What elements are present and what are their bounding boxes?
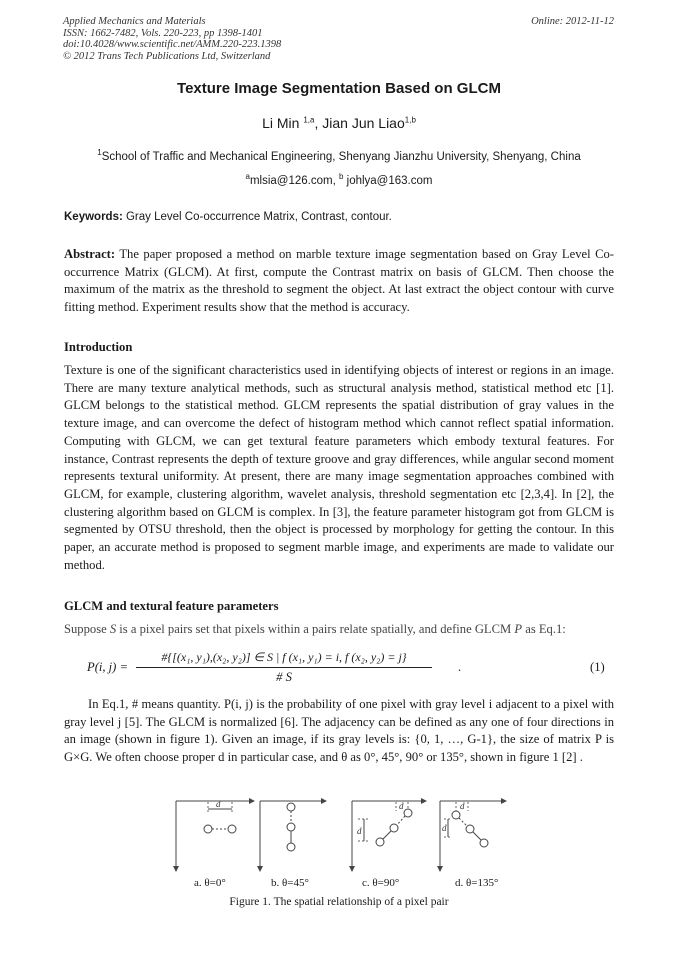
figure-caption: Figure 1. The spatial relationship of a pixel pair bbox=[229, 896, 449, 908]
issn-line: ISSN: 1662-7482, Vols. 220-223, pp 1398-1401 bbox=[63, 27, 263, 39]
panel-d-theta-135 bbox=[440, 801, 504, 869]
figure-label-c: c. θ=90° bbox=[362, 877, 400, 889]
equation-number: (1) bbox=[590, 660, 605, 674]
email-a: mlsia@126.com bbox=[249, 175, 333, 187]
glcm-heading: GLCM and textural feature parameters bbox=[64, 599, 279, 613]
keywords-text: Gray Level Co-occurrence Matrix, Contrast, contour. bbox=[122, 211, 392, 223]
fraction-bar bbox=[136, 667, 432, 668]
abstract bbox=[64, 246, 614, 317]
journal-name: Applied Mechanics and Materials bbox=[63, 16, 206, 27]
affiliation bbox=[0, 148, 678, 163]
glcm-paragraph-2: In Eq.1, # means quantity. P(i, j) is the probability of one pixel with gray level i adjacent to a pixel with gray level j [5]. The GLCM is normalized [6]. The adjacency can be defined as any one of four directions in an image (shown in figure 1). Given an image, if its gray levels is: {0, 1, …, G-1}, the size of matrix P is G×G. We often choose proper d in particular case, and θ as 0°, 45°, 90° or 135°, shown in figure 1 [2] . bbox=[64, 697, 614, 765]
figure-label-b: b. θ=45° bbox=[271, 877, 309, 889]
panel-a-d-label: d bbox=[216, 799, 221, 809]
email-line bbox=[0, 172, 678, 187]
panel-c-theta-90 bbox=[352, 801, 424, 869]
affiliation-sup: 1 bbox=[97, 148, 102, 158]
panel-c-d-label-top: d bbox=[399, 801, 404, 811]
equation-lhs: P(i, j) = bbox=[87, 660, 129, 674]
author-2-name: Jian Jun Liao bbox=[322, 115, 405, 131]
email-b-sup: b bbox=[338, 172, 344, 182]
doi-line: doi:10.4028/www.scientific.net/AMM.220-223.1398 bbox=[63, 39, 282, 50]
email-a-sup: a bbox=[245, 172, 250, 182]
glcm-paragraph-1 bbox=[64, 621, 614, 639]
abstract-label: Abstract: bbox=[64, 247, 116, 261]
equation-denominator: # S bbox=[276, 670, 292, 684]
copyright-line: © 2012 Trans Tech Publications Ltd, Switzerland bbox=[63, 50, 271, 62]
equation-numerator: #{[(x₁, y₁),(x₂, y₂)] ∈ S | f (x₁, y₁) = i, f (x₂, y₂) = j} bbox=[161, 650, 407, 664]
glcm-p1-p: P bbox=[514, 622, 523, 636]
panel-b-theta-45 bbox=[260, 801, 324, 869]
paper-title: Texture Image Segmentation Based on GLCM bbox=[177, 80, 501, 97]
running-header bbox=[63, 16, 281, 62]
introduction-body: Texture is one of the significant characteristics used in identifying objects of interest or regions in an image. There are many texture analytical methods, such as structural analysis method, statistical method etc [1]. GLCM belongs to the statistical method. GLCM represents the spatial distribution of gray values in the texture image, and can overcome the defect of histogram method which cannot reflect spatial information. Computing with GLCM, we can get textural feature parameters which embody textural features. For instance, Contrast represents the depth of texture groove and gray differences, while angular second moment represents textural uniformity. At present, there are many image segmentation approaches combined with GLCM, for example, clustering algorithm, wavelet analysis, threshold segmentation etc [2,3,4]. In [2], the clustering algorithm based on GLCM is complex. In [3], the feature parameter histogram got from GLCM is segmented by OTSU threshold, then the object is processed by morphology for getting the contour. In this paper, an accurate method is proposed to segment marble image, and experiments are made to validate our method. bbox=[64, 363, 614, 572]
author-1-name: Li Min bbox=[262, 115, 304, 131]
keywords bbox=[64, 211, 624, 223]
panel-d-d-label-side: d bbox=[442, 823, 447, 833]
author-1-sup: 1,a bbox=[303, 115, 315, 125]
email-b: johlya@163.com bbox=[343, 175, 433, 187]
author-separator: , bbox=[314, 115, 323, 131]
panel-c-d-label-side: d bbox=[357, 826, 362, 836]
email-separator: , bbox=[332, 175, 339, 187]
equation-period: . bbox=[458, 660, 462, 674]
glcm-p1-b: is a pixel pairs set that pixels within a pairs relate spatially, and define GLCM bbox=[116, 622, 515, 636]
panel-a-theta-0 bbox=[176, 799, 252, 869]
introduction-heading: Introduction bbox=[64, 340, 133, 354]
figure-label-d: d. θ=135° bbox=[455, 877, 499, 889]
author-line bbox=[0, 115, 678, 131]
glcm-p1-c: as Eq.1: bbox=[522, 622, 566, 636]
glcm-p1-a: Suppose bbox=[64, 622, 110, 636]
abstract-text: The paper proposed a method on marble texture image segmentation based on Gray Level Co-occurrence Matrix (GLCM). At first, compute the Contrast matrix on basis of GLCM. Then choose the maximum of the matrix as the threshold to segment the object. At last extract the object contour with curve fitting method. Experiment results show that the method is accuracy. bbox=[64, 247, 614, 315]
figure-label-a: a. θ=0° bbox=[194, 877, 226, 889]
panel-d-d-label-top: d bbox=[460, 801, 465, 811]
glcm-p1-s: S bbox=[109, 622, 117, 636]
online-date: Online: 2012-11-12 bbox=[531, 16, 614, 27]
affiliation-text: School of Traffic and Mechanical Engineering, Shenyang Jianzhu University, Shenyang, China bbox=[101, 151, 581, 163]
author-2-sup: 1,b bbox=[404, 115, 416, 125]
keywords-label: Keywords: bbox=[64, 211, 123, 223]
figure-1-diagram bbox=[160, 795, 530, 875]
